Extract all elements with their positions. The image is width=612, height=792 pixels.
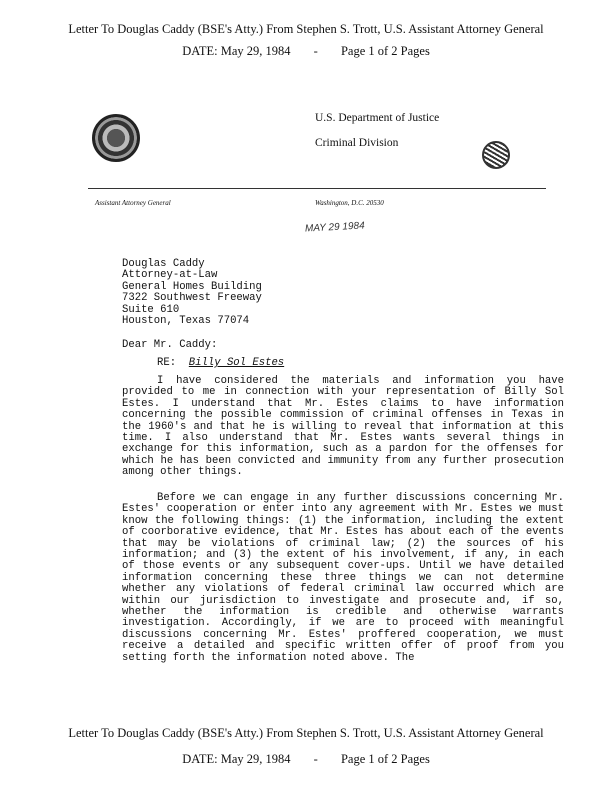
address-line: Houston, Texas 77074 — [122, 315, 250, 328]
document-footer-date-line — [0, 752, 612, 767]
paragraph-text: Before we can engage in any further discussions concerning Mr. Estes' cooperation or enter into any agreement with Mr. Estes we must know the following things: (1) the information, including the extent of coorborative evidence, that Mr. Estes has about each of the events that may be violations of criminal law; (2) the sources of his information; and (3) the extent of his involvement, if any, in each of those events or any subsequent cover-ups. Until we have detailed information concerning these three things we can not determine whether any violations of federal criminal law occurred which are within our jurisdiction to investigate and prosecute and, if so, whether the information is credible and otherwise warrants investigation. Accordingly, if we are to proceed with meaningful discussions concerning Mr. Estes' proffered cooperation, we must receive a detailed and specific written offer of proof from you setting forth the information noted above. The — [122, 492, 564, 664]
address-line: 7322 Southwest Freeway — [122, 292, 262, 305]
letterhead-divider — [88, 188, 546, 189]
date-stamp: MAY 29 1984 — [304, 220, 365, 235]
address-line: Douglas Caddy — [122, 258, 205, 270]
paragraph-text: I have considered the materials and information you have provided to me in connection with your representation of Billy Sol Estes. I understand that Mr. Estes claims to have information concerning the possible commission of criminal offenses in Texas in the 1960's and that he is willing to reveal that information at this time. I also understand that Mr. Estes wants several things in exchange for this information, such as a pardon for the offenses for which he has been convicted and immunity from any further prosecution among other things. — [122, 375, 564, 479]
address-line: General Homes Building — [122, 280, 262, 293]
division-emblem-icon — [482, 141, 510, 169]
header-date: DATE: May 29, 1984 — [182, 44, 291, 58]
recipient-address — [122, 259, 262, 327]
division-name: Criminal Division — [315, 137, 399, 149]
location-label: Washington, D.C. 20530 — [315, 199, 384, 207]
header-page-number: Page 1 of 2 Pages — [340, 44, 430, 58]
re-label: RE: — [157, 357, 177, 369]
footer-page-number: Page 1 of 2 Pages — [340, 752, 430, 766]
department-name: U.S. Department of Justice — [315, 112, 440, 124]
salutation: Dear Mr. Caddy: — [122, 339, 218, 351]
office-label: Assistant Attorney General — [95, 199, 171, 207]
document-header-date-line — [0, 44, 612, 59]
document-footer-title: Letter To Douglas Caddy (BSE's Atty.) From Stephen S. Trott, U.S. Assistant Attorney General — [68, 726, 544, 740]
header-separator: - — [313, 44, 318, 58]
footer-separator: - — [313, 752, 318, 766]
doj-seal-icon — [92, 114, 140, 162]
footer-date: DATE: May 29, 1984 — [182, 752, 291, 766]
re-line — [157, 358, 284, 369]
body-paragraph-1 — [122, 376, 564, 479]
address-line: Suite 610 — [122, 303, 180, 316]
address-line: Attorney-at-Law — [122, 269, 218, 282]
re-subject: Billy Sol Estes — [188, 357, 285, 369]
body-paragraph-2 — [122, 493, 564, 664]
document-header-title: Letter To Douglas Caddy (BSE's Atty.) From Stephen S. Trott, U.S. Assistant Attorney General — [68, 22, 544, 36]
